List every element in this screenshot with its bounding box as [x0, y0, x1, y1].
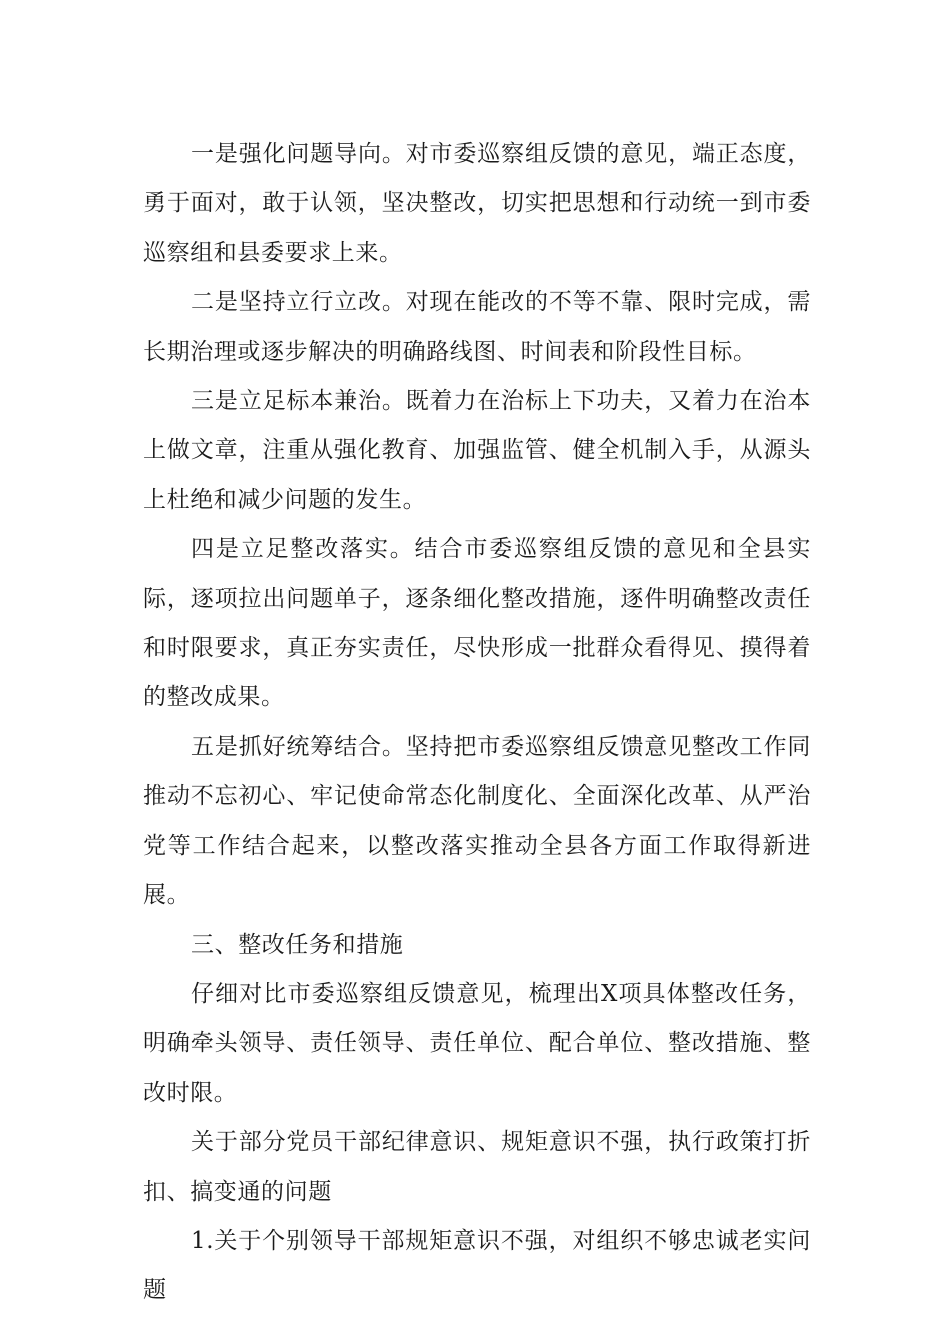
section-heading-tasks-and-measures: 三、整改任务和措施 [191, 931, 404, 958]
paragraph-overall-coordination: 五是抓好统筹结合。坚持把市委巡察组反馈意见整改工作同推动不忘初心、牢记使命常态化制度化、全面深化改革、从严治党等工作结合起来，以整改落实推动全县各方面工作取得新进展。 [143, 733, 811, 909]
paragraph-immediate-rectification: 二是坚持立行立改。对现在能改的不等不靠、限时完成，需长期治理或逐步解决的明确路线图、时间表和阶段性目标。 [143, 289, 811, 365]
paragraph-task-summary: 仔细对比市委巡察组反馈意见，梳理出X项具体整改任务，明确牵头领导、责任领导、责任单位、配合单位、整改措施、整改时限。 [143, 980, 811, 1106]
paragraph-item-1: 1.关于个别领导干部规矩意识不强，对组织不够忠诚老实问题 [143, 1227, 811, 1304]
paragraph-root-and-symptom: 三是立足标本兼治。既着力在治标上下功夫，又着力在治本上做文章，注重从强化教育、加强监管、健全机制入手，从源头上杜绝和减少问题的发生。 [143, 388, 811, 513]
paragraph-strengthen-problem-orientation: 一是强化问题导向。对市委巡察组反馈的意见，端正态度，勇于面对，敢于认领，坚决整改，切实把思想和行动统一到市委巡察组和县委要求上来。 [143, 141, 811, 266]
paragraph-discipline-issue: 关于部分党员干部纪律意识、规矩意识不强，执行政策打折扣、搞变通的问题 [143, 1129, 811, 1205]
document-page [143, 130, 811, 1316]
paragraph-rectification-implementation: 四是立足整改落实。结合市委巡察组反馈的意见和全县实际，逐项拉出问题单子，逐条细化整改措施，逐件明确整改责任和时限要求，真正夯实责任，尽快形成一批群众看得见、摸得着的整改成果。 [143, 536, 811, 711]
